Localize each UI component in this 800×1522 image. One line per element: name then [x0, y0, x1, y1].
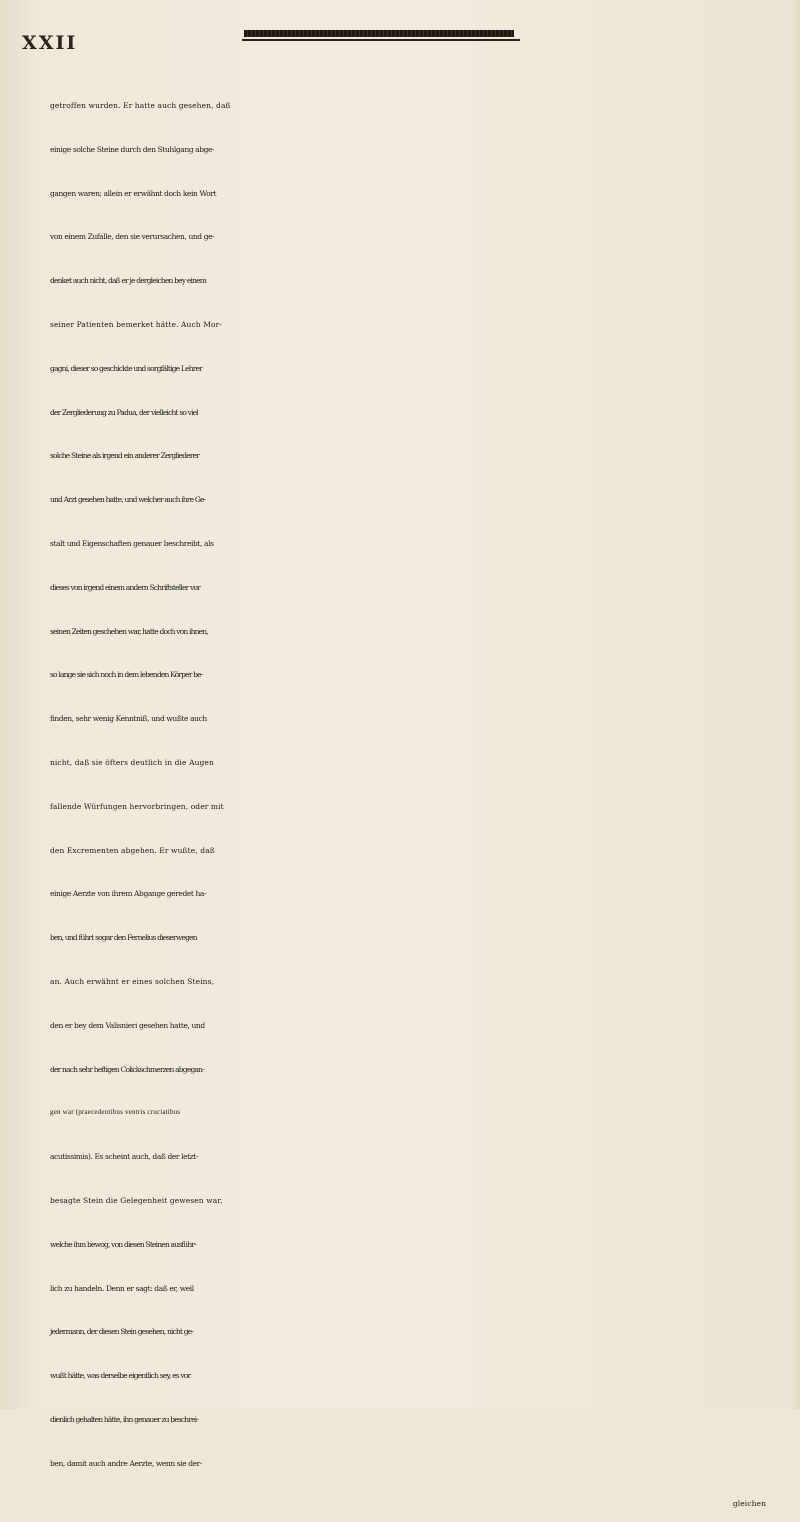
text-line: ben, und führt sogar den Fernelius dieserwegen: [50, 933, 197, 943]
body-text: [50, 84, 790, 1522]
text-line: seinen Zeiten geschehen war, hatte doch von ihnen,: [50, 626, 208, 636]
header-rule-thin: [242, 39, 520, 41]
text-line: ben, damit auch andre Aerzte, wenn sie der-: [50, 1458, 202, 1468]
text-line: den er bey dem Valisnieri gesehen hatte, und: [50, 1020, 205, 1030]
text-line: lich zu handeln. Denn er sagt: daß er, weil: [50, 1283, 194, 1293]
header-rule-ornament: [242, 24, 520, 44]
text-line: stalt und Eigenschaften genauer beschreibt, als: [50, 538, 214, 548]
text-line: den Excrementen abgehen. Er wußte, daß: [50, 845, 215, 855]
header-rule-thick: [244, 30, 514, 37]
text-line: finden, sehr wenig Kenntniß, und wußte auch: [50, 714, 207, 724]
text-line: und Arzt gesehen hatte, und welcher auch ihre Ge-: [50, 495, 206, 505]
text-line: einige solche Steine durch den Stuhlgang abge-: [50, 144, 215, 154]
text-line: fallende Würfungen hervorbringen, oder mit: [50, 801, 224, 811]
text-line: jedermann, der diesen Stein gesehen, nicht ge-: [50, 1327, 194, 1337]
text-line: besagte Stein die Gelegenheit gewesen war,: [50, 1195, 223, 1205]
text-line: solche Steine als irgend ein anderer Zergliederer: [50, 451, 200, 461]
text-line: gen war (praecedentibus ventris cruciatibus: [50, 1108, 181, 1117]
text-line: acutissimis). Es scheint auch, daß der letzt-: [50, 1152, 199, 1162]
catchword: gleichen: [732, 1498, 766, 1508]
text-line: der nach sehr heftigen Colickschmerzen abgegan-: [50, 1064, 204, 1074]
page-number: XXII: [22, 32, 78, 54]
text-line: seiner Patienten bemerket hätte. Auch Mor-: [50, 319, 222, 329]
text-line: von einem Zufalle, den sie verursachen, und ge-: [50, 232, 215, 242]
text-line: gangen waren; allein er erwähnt doch kein Wort: [50, 188, 217, 198]
text-line: denket auch nicht, daß er je dergleichen bey einem: [50, 276, 207, 286]
text-line: welche ihm bewog, von diesen Steinen ausführ-: [50, 1239, 196, 1249]
text-line: wußt hätte, was derselbe eigentlich sey, es vor: [50, 1371, 191, 1381]
text-line: so lange sie sich noch in dem lebenden Körper be-: [50, 670, 203, 680]
text-line: an. Auch erwähnt er eines solchen Steins,: [50, 976, 215, 986]
text-line: der Zergliederung zu Padua, der vielleicht so viel: [50, 407, 198, 417]
text-line: gagni, dieser so geschickte und sorgfältige Lehrer: [50, 363, 202, 373]
text-line: dieses von irgend einem andern Schriftsteller vor: [50, 582, 200, 592]
text-line: nicht, daß sie öfters deutlich in die Augen: [50, 757, 214, 767]
text-line: einige Aerzte von ihrem Abgange geredet ha-: [50, 889, 207, 899]
text-line: getroffen wurden. Er hatte auch gesehen, daß: [50, 101, 231, 110]
text-line: dienlich gehalten hätte, ihn genauer zu beschrei-: [50, 1414, 199, 1424]
